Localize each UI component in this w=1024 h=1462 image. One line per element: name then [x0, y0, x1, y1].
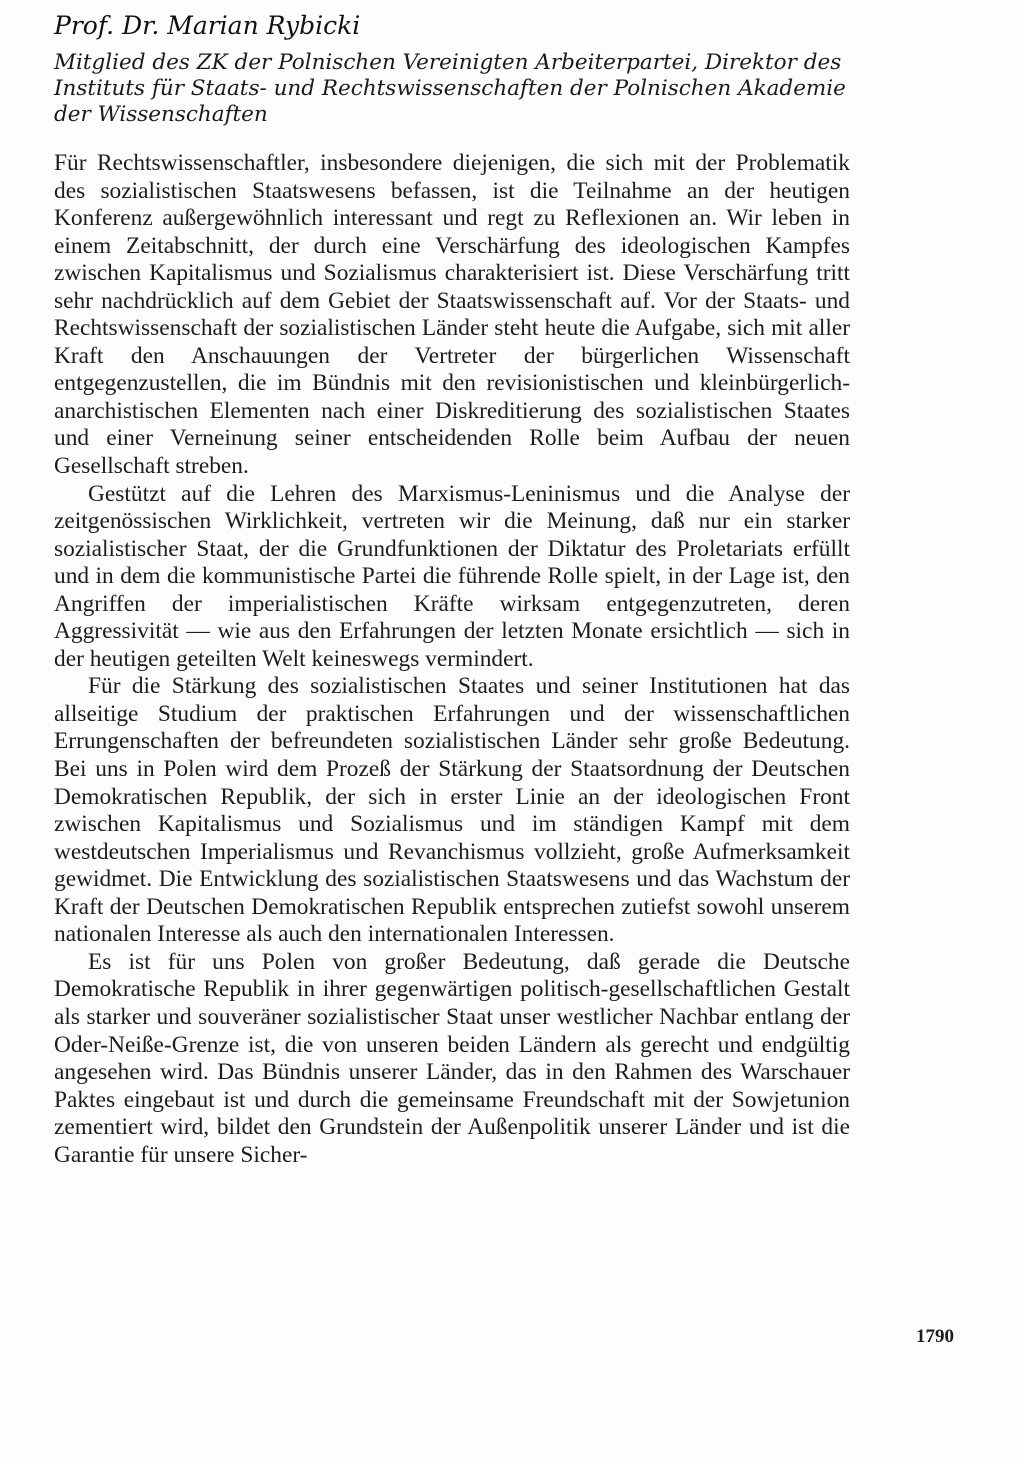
paragraph: Es ist für uns Polen von großer Bedeutung, daß gerade die Deutsche Demokratische Republik in ihrer gegenwärtigen politisch-gesellschaftlichen Gestalt als starker und souveräner sozialistischer Staat unser westlicher Nachbar entlang der Oder-Neiße-Grenze ist, die von unseren beiden Ländern als gerecht und endgültig angesehen wird. Das Bündnis unserer Länder, das in den Rahmen des Warschauer Paktes eingebaut ist und durch die gemeinsame Freundschaft mit der Sowjetunion zementiert wird, bildet den Grundstein der Außenpolitik unserer Länder und ist die Garantie für unsere Sicher-	[54, 948, 850, 1168]
paragraph: Für Rechtswissenschaftler, insbesondere diejenigen, die sich mit der Problematik des sozialistischen Staatswesens befassen, ist die Teilnahme an der heutigen Konferenz außergewöhnlich interessant und regt zu Reflexionen an. Wir leben in einem Zeitabschnitt, der durch eine Verschärfung des ideologischen Kampfes zwischen Kapitalismus und Sozialismus charakterisiert ist. Diese Verschärfung tritt sehr nachdrücklich auf dem Gebiet der Staatswissenschaft auf. Vor der Staats- und Rechtswissenschaft der sozialistischen Länder steht heute die Aufgabe, sich mit aller Kraft den Anschauungen der Vertreter der bürgerlichen Wissenschaft entgegenzustellen, die im Bündnis mit den revisionistischen und kleinbürgerlich-anarchistischen Elementen nach einer Diskreditierung des sozialistischen Staates und einer Verneinung seiner entscheidenden Rolle beim Aufbau der neuen Gesellschaft streben.	[54, 150, 850, 480]
paragraph: Für die Stärkung des sozialistischen Staates und seiner Institutionen hat das allseitige Studium der praktischen Erfahrungen und der wissenschaftlichen Errungenschaften der befreundeten sozialistischen Länder sehr große Bedeutung. Bei uns in Polen wird dem Prozeß der Stärkung der Staatsordnung der Deutschen Demokratischen Republik, der sich in erster Linie an der ideologischen Front zwischen Kapitalismus und Sozialismus und im ständigen Kampf mit dem westdeutschen Imperialismus und Revanchismus vollzieht, große Aufmerksamkeit gewidmet. Die Entwicklung des sozialistischen Staatswesens und das Wachstum der Kraft der Deutschen Demokratischen Republik entsprechen zutiefst sowohl unserem nationalen Interesse als auch den internationalen Interessen.	[54, 673, 850, 948]
author-affiliation: Mitglied des ZK der Polnischen Vereinigten Arbeiterpartei, Direktor des Instituts für Staats- und Rechtswissenschaften der Polnischen Akademie der Wissenschaften	[54, 50, 846, 127]
paragraph: Gestützt auf die Lehren des Marxismus-Leninismus und die Analyse der zeitgenössischen Wirklichkeit, vertreten wir die Meinung, daß nur ein starker sozialistischer Staat, der die Grundfunktionen der Diktatur des Proletariats erfüllt und in dem die kommunistische Partei die führende Rolle spielt, in der Lage ist, den Angriffen der imperialistischen Kräfte wirksam entgegenzutreten, deren Aggressivität — wie aus den Erfahrungen der letzten Monate ersichtlich — sich in der heutigen geteilten Welt keineswegs vermindert.	[54, 480, 850, 672]
page-number: 1790	[916, 1326, 954, 1347]
author-name: Prof. Dr. Marian Rybicki	[54, 11, 361, 40]
article-header	[54, 6, 854, 128]
article-body	[54, 150, 850, 1169]
